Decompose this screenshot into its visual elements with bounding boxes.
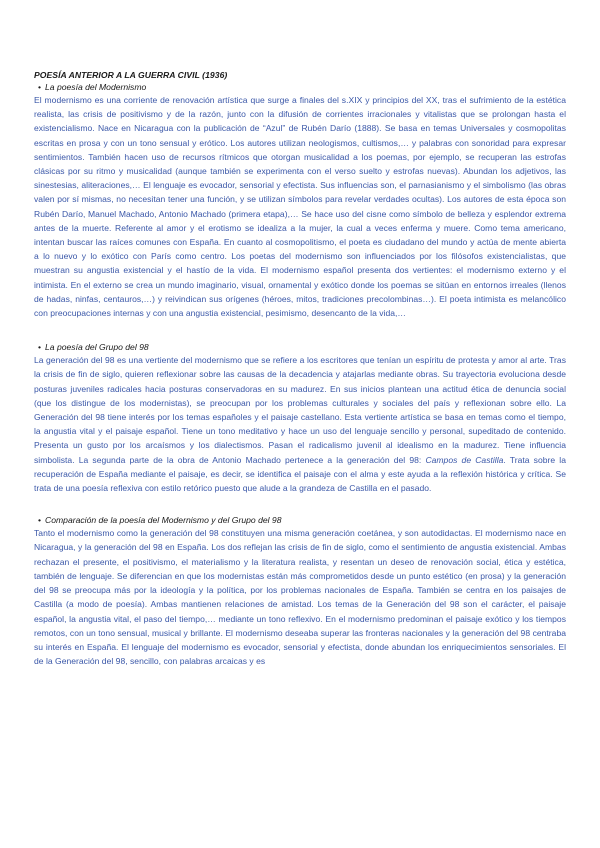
section-body-comparacion: Tanto el modernismo como la generación del 98 constituyen una misma generación coetánea, y son autodidactas. El modernismo nace en Nicaragua, y la generación del 98 en España. Los dos reflejan las crisis de fin de siglo, como el sentimiento de angustia existencial. Ambas rechazan el presente, el positivismo, el materialismo y la literatura realista, y resentan un deseo de renovación social, ética y estética, también de lenguaje. Se diferencian en que los modernistas están más comprometidos desde un punto estético (en prosa) y la generación del 98 se preocupa más por la ideología y la política, por los problemas nacionales de España. También se centra en los paisajes de Castilla (a modo de poesía). Ambas mantienen relaciones de amistad. Los temas de la Generación del 98 son el carácter, el paisaje español, la angustia vital, el paso del tiempo,… mediante un tono reflexivo. En el modernismo predominan el paisaje exótico y los tiempos remotos, con un tono sensual, musical y brillante. El modernismo deseaba superar las fronteras nacionales y la generación del 98 centraba su interés en España. El lenguaje del modernismo es evocador, sensorial y efectista, donde abundan los enriquecimientos sensoriales. El de la Generación del 98, sencillo, con palabras arcaicas y es	[34, 528, 566, 667]
section-heading-modernismo	[34, 82, 566, 92]
book-title: Campos de Castilla	[425, 454, 504, 465]
body-text-part: . Trata sobre la recuperación de España mediante el paisaje, es decir, se identifica el paisaje con el alma y este ayuda a la reflexión histórica y crítica. Se trata de una poesía reflexiva con estilo retórico puesto que alude a la grandeza de Castilla en el pasado.	[34, 454, 566, 494]
section-heading-label: La poesía del Modernismo	[45, 82, 147, 92]
bullet-icon: •	[38, 515, 42, 526]
section-heading-comparacion	[34, 515, 566, 525]
section-body-modernismo: El modernismo es una corriente de renovación artística que surge a finales del s.XIX y principios del XX, tras el sufrimiento de la estética realista, las crisis de positivismo y de la razón, junto con la difusión de corrientes irracionales y vitalistas que se prolongan hasta el existencialismo. Nace en Nicaragua con la publicación de “Azul” de Rubén Darío (1888). Se basa en temas Universales y cosmopolitas escritas en prosa y con un tono sensual y erótico. Los autores utilizan neologismos, cultismos,… y palabras con sonoridad para expresar sentimientos. También hacen uso de recursos rítmicos que otorgan musicalidad a los poemas, por ejemplo, se recuperan las estrofas clásicas por su ritmo y musicalidad (aunque también se experimenta con el verso suelto y estrofas nuevas). Abundan los adjetivos, las sinestesias, aliteraciones,… El lenguaje es evocador, sensorial y efectista. Sus influencias son, el parnasianismo y el simbolismo (las obras valen por sí mismas, no necesitan tener una función, y se utilizan símbolos para revelar verdades ocultas). Los autores de esta época son Rubén Darío, Manuel Machado, Antonio Machado (primera etapa),… Se hace uso del cisne como símbolo de belleza y esplendor extrema antes de la muerte. Referente al amor y el erotismo se idealiza a la mujer, la cual a veces enferma y muere. Como tema americano, intentan buscar las raíces comunes con España. En cuanto al cosmopolitismo, el poeta es ciudadano del mundo y actúa de mente abierta a lo nuevo y lo exótico con París como centro. Los poetas del modernismo son influenciados por los filósofos existencialistas, que muestran su angustia existencial y el hastío de la vida. El modernismo español presenta dos vertientes: el modernismo externo y el intimista. En el externo se crea un mundo imaginario, visual, ornamental y exótico donde los poemas se sitúan en entornos irreales (llenos de hadas, ninfas, centauros,…) y reivindican sus orígenes (héroes, mitos, tradiciones precolombinas…). El poeta intimista es melancólico con preocupaciones internas y con una angustia existencial, pesimismo, desencanto de la vida,…	[34, 95, 566, 319]
section-heading-grupo-98	[34, 342, 566, 352]
section-comparacion	[34, 515, 566, 668]
section-grupo-98	[34, 342, 566, 495]
document-title: POESÍA ANTERIOR A LA GUERRA CIVIL (1936)	[34, 70, 228, 80]
bullet-icon: •	[38, 342, 42, 353]
section-heading-label: La poesía del Grupo del 98	[45, 342, 149, 353]
bullet-icon: •	[38, 82, 42, 92]
section-heading-label: Comparación de la poesía del Modernismo y del Grupo del 98	[45, 515, 282, 526]
section-body-grupo-98	[34, 353, 566, 495]
body-text-part: La generación del 98 es una vertiente del modernismo que se refiere a los escritores que tenían un espíritu de protesta y amor al arte. Tras la crisis de fin de siglo, quieren reflexionar sobre las causas de la decadencia y atajarlas mediante obras. Su trayectoria evoluciona desde posturas juveniles radicales hacia posturas conservadoras en su madurez. En sus inicios plantean una actitud ética de denuncia social (que los distingue de los modernistas), se preocupan por los problemas culturales y sociales del país y reflexionan sobre ello. La Generación del 98 tiene interés por los temas españoles y el paisaje castellano. Esta vertiente artística se basa en temas como el tiempo, la angustia vital y el paisaje español. Tiene un tono meditativo y hace un uso del lenguaje sencillo y personal, supeditado de contenido. Presenta un gusto por los arcaísmos y los dialectismos. Pasan el radicalismo juvenil al idealismo en la madurez. Tiene influencia simbolista. La segunda parte de la obra de Antonio Machado pertenece a la generación del 98:	[34, 355, 566, 465]
section-modernismo	[34, 82, 566, 320]
